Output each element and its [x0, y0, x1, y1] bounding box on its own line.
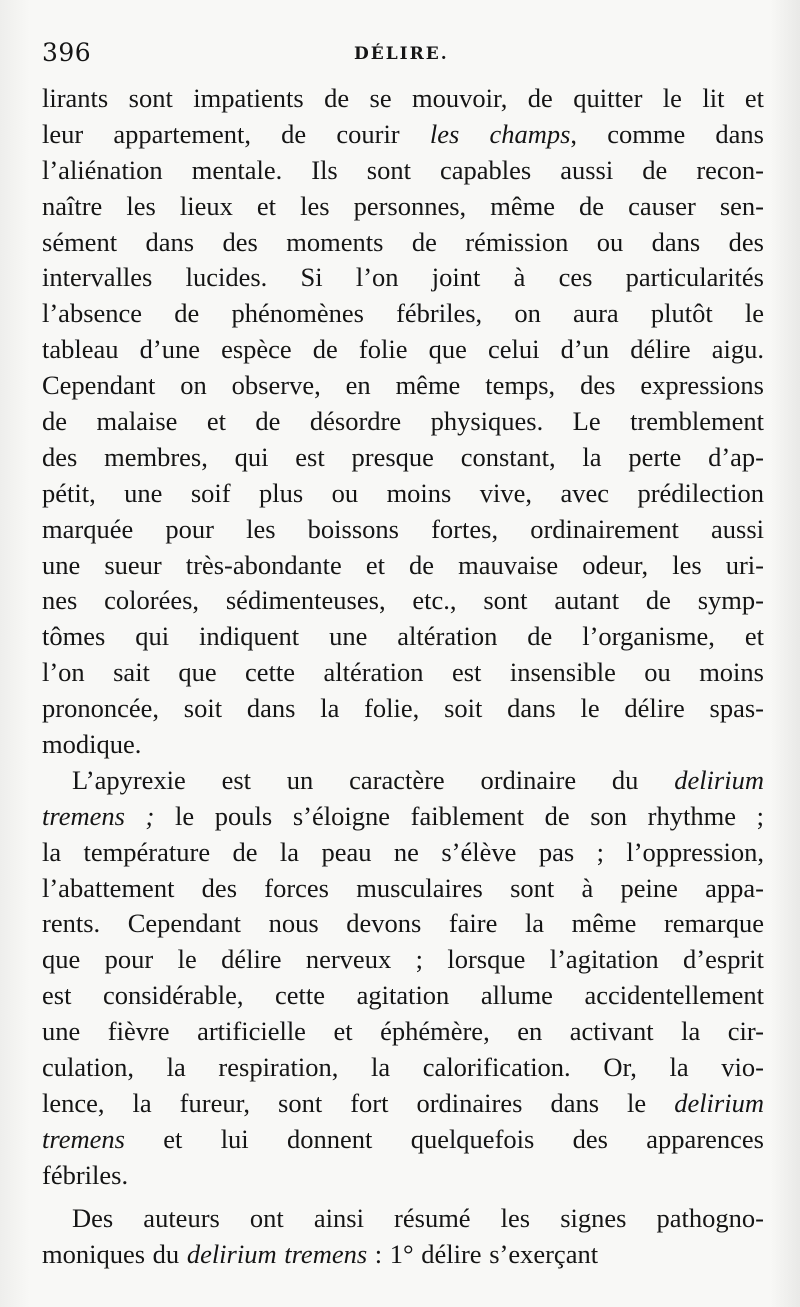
text-line [42, 799, 764, 835]
text-line [42, 548, 764, 584]
text-line [42, 1050, 764, 1086]
text-run: intervalles lucides. Si l’on joint à ces particularités [42, 262, 764, 293]
text-line [42, 512, 764, 548]
paragraph [42, 763, 764, 1194]
text-run: l’on sait que cette altération est insensible ou moins [42, 657, 764, 688]
text-run: une sueur très-abondante et de mauvaise odeur, les uri- [42, 549, 764, 580]
italic-run: tremens [42, 1123, 125, 1154]
text-run: fébriles. [42, 1159, 129, 1190]
text-line [42, 1237, 764, 1273]
text-line [42, 476, 764, 512]
text-line [42, 332, 764, 368]
text-run: Des auteurs ont ainsi résumé les signes pathogno- [72, 1202, 764, 1233]
text-line [42, 296, 764, 332]
text-line [42, 906, 764, 942]
text-line [42, 404, 764, 440]
text-run: sément dans des moments de rémission ou dans des [42, 226, 764, 257]
text-run: l’absence de phénomènes fébriles, on aura plutôt le [42, 298, 764, 329]
text-run: pétit, une soif plus ou moins vive, avec prédilection [42, 477, 764, 508]
text-line [42, 727, 764, 763]
text-run: , comme dans [570, 118, 764, 149]
text-run: une fièvre artificielle et éphémère, en activant la cir- [42, 1016, 764, 1047]
text-line [42, 655, 764, 691]
paragraph [42, 81, 764, 763]
text-run: Cependant on observe, en même temps, des expressions [42, 370, 764, 401]
text-run: tômes qui indiquent une altération de l’organisme, et [42, 621, 764, 652]
text-run: culation, la respiration, la calorification. Or, la vio- [42, 1052, 764, 1083]
italic-run: les champs [429, 118, 571, 149]
text-line [42, 440, 764, 476]
text-line [42, 978, 764, 1014]
text-run: lirants sont impatients de se mouvoir, de quitter le lit et [42, 83, 764, 113]
italic-run: tremens ; [42, 800, 155, 831]
body-text [42, 81, 764, 1272]
italic-run: delirium [674, 1087, 764, 1118]
text-run: prononcée, soit dans la folie, soit dans le délire spas- [42, 693, 764, 724]
text-line [42, 871, 764, 907]
text-line [42, 1086, 764, 1122]
italic-run: delirium tremens [186, 1238, 368, 1269]
paragraph-gap [42, 1194, 764, 1201]
text-line [42, 835, 764, 871]
text-run: leur appartement, de courir [42, 118, 430, 149]
text-run: et lui donnent quelquefois des apparences [124, 1123, 764, 1154]
text-run: de malaise et de désordre physiques. Le tremblement [42, 406, 764, 437]
text-run: rents. Cependant nous devons faire la même remarque [42, 908, 764, 939]
text-line [42, 153, 764, 189]
text-line [42, 1122, 764, 1158]
text-line [42, 691, 764, 727]
text-line [42, 260, 764, 296]
text-line [42, 763, 764, 799]
paragraph [42, 1201, 764, 1273]
text-run: marquée pour les boissons fortes, ordinairement aussi [42, 513, 764, 544]
text-run: l’aliénation mentale. Ils sont capables aussi de recon- [42, 154, 764, 185]
text-run: tableau d’une espèce de folie que celui d’un délire aigu. [42, 334, 764, 365]
text-line [42, 368, 764, 404]
text-line [42, 1201, 764, 1237]
text-run: moniques du [42, 1238, 187, 1269]
text-line [42, 942, 764, 978]
text-run: le pouls s’éloigne faiblement de son rhythme ; [154, 800, 764, 831]
text-run: lence, la fureur, sont fort ordinaires dans le [42, 1087, 675, 1118]
text-run: L’apyrexie est un caractère ordinaire du [72, 764, 675, 795]
italic-run: delirium [674, 764, 764, 795]
text-run: modique. [42, 729, 142, 760]
text-run: la température de la peau ne s’élève pas ; l’oppression, [42, 836, 764, 867]
page-number: 396 [42, 38, 92, 67]
text-line [42, 225, 764, 261]
text-run: naître les lieux et les personnes, même de causer sen- [42, 190, 764, 221]
text-run: : 1° délire s’exerçant [367, 1238, 599, 1269]
text-run: nes colorées, sédimenteuses, etc., sont autant de symp- [42, 585, 764, 616]
text-run: l’abattement des forces musculaires sont à peine appa- [42, 872, 764, 903]
text-line [42, 189, 764, 225]
text-run: que pour le délire nerveux ; lorsque l’agitation d’esprit [42, 944, 764, 975]
text-line [42, 619, 764, 655]
text-line [42, 583, 764, 619]
running-head: DÉLIRE. [354, 44, 449, 64]
page-header [42, 38, 760, 72]
text-run: est considérable, cette agitation allume accidentellement [42, 980, 764, 1011]
text-run: des membres, qui est presque constant, la perte d’ap- [42, 441, 764, 472]
text-line [42, 1014, 764, 1050]
text-line [42, 81, 764, 117]
text-line [42, 117, 764, 153]
text-line [42, 1158, 764, 1194]
